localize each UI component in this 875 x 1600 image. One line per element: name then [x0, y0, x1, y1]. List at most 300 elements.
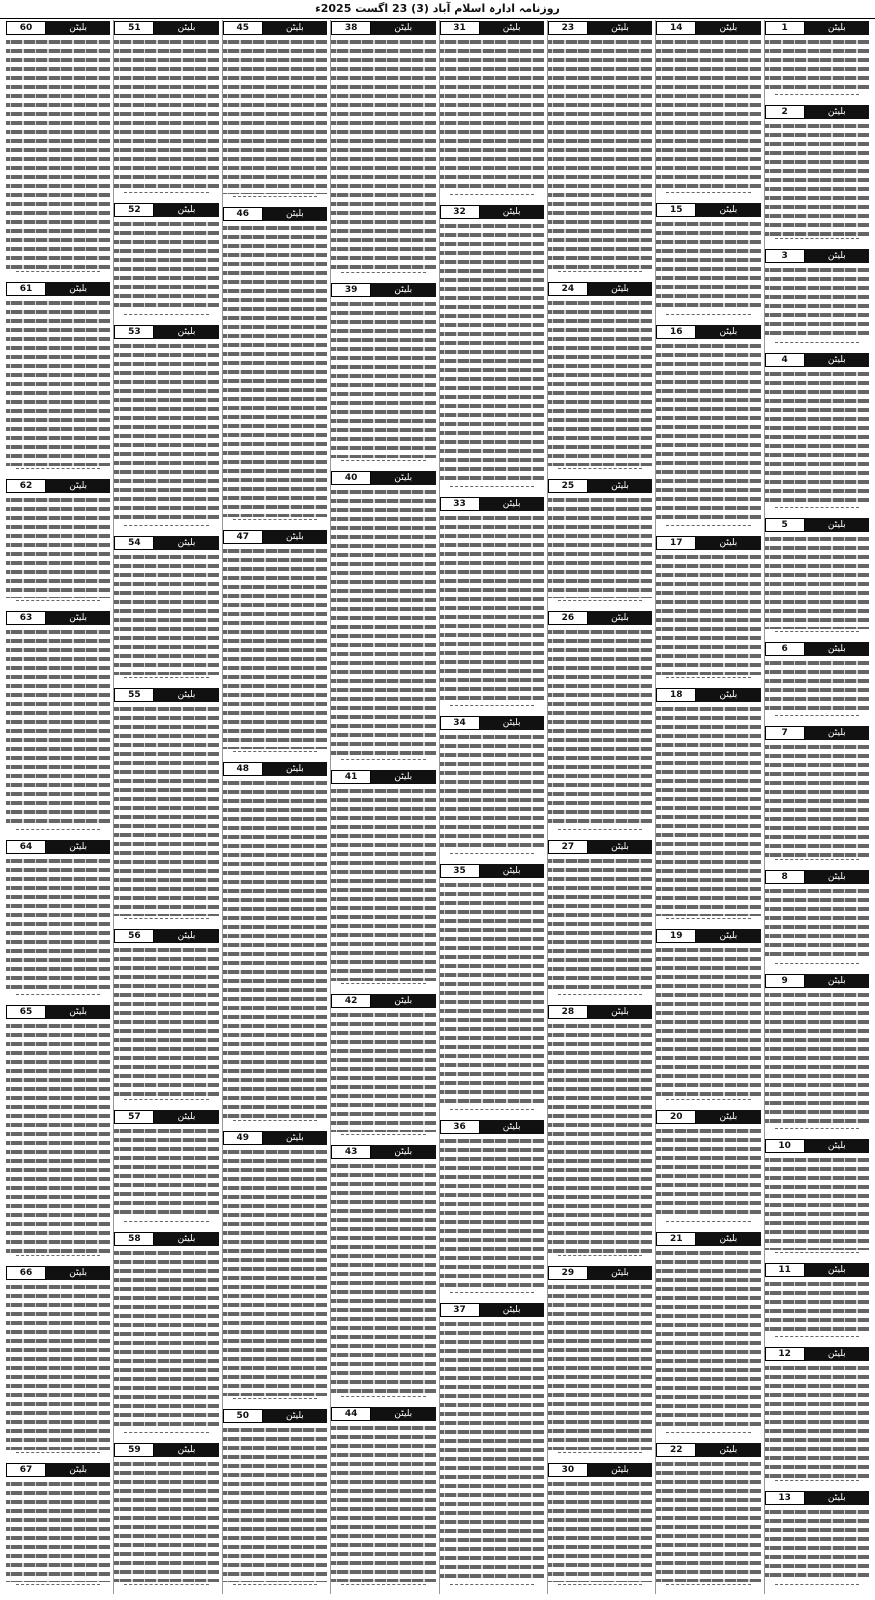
story-header: [656, 1443, 760, 1457]
news-story: [6, 1462, 110, 1591]
news-story: [331, 470, 435, 766]
story-number: 35: [440, 864, 480, 878]
story-body-text: [440, 1136, 544, 1291]
news-story: [223, 20, 327, 203]
story-header: [114, 1110, 218, 1124]
story-body-text: [765, 990, 869, 1126]
story-number: 57: [114, 1110, 154, 1124]
word-gaps: [331, 487, 435, 757]
story-label: بلیٹن: [480, 716, 544, 730]
word-gaps: [6, 856, 110, 991]
story-end-divider: [124, 192, 208, 199]
story-end-divider: [341, 1396, 425, 1403]
news-story: [656, 324, 760, 532]
word-gaps: [765, 742, 869, 857]
story-header: [331, 1407, 435, 1421]
word-gaps: [765, 265, 869, 340]
story-header: [656, 203, 760, 217]
story-body-text: [440, 513, 544, 704]
word-gaps: [548, 495, 652, 598]
story-end-divider: [775, 342, 859, 349]
story-number: 5: [765, 518, 805, 532]
story-number: 27: [548, 840, 588, 854]
word-gaps: [656, 1459, 760, 1582]
story-number: 52: [114, 203, 154, 217]
story-header: [223, 530, 327, 544]
word-gaps: [223, 778, 327, 1118]
story-body-text: [331, 37, 435, 270]
story-header: [765, 518, 869, 532]
story-number: 60: [6, 21, 46, 35]
word-gaps: [6, 37, 110, 269]
story-body-text: [656, 1126, 760, 1219]
story-label: بلیٹن: [46, 1266, 110, 1280]
news-story: [6, 610, 110, 836]
story-label: بلیٹن: [805, 105, 869, 119]
story-label: بلیٹن: [154, 1110, 218, 1124]
news-story: [765, 869, 869, 970]
story-body-text: [765, 1363, 869, 1478]
story-label: بلیٹن: [805, 1139, 869, 1153]
story-end-divider: [341, 460, 425, 467]
story-number: 15: [656, 203, 696, 217]
news-story: [765, 1490, 869, 1591]
story-header: [6, 840, 110, 854]
story-label: بلیٹن: [154, 203, 218, 217]
story-number: 26: [548, 611, 588, 625]
story-header: [440, 497, 544, 511]
story-label: بلیٹن: [588, 840, 652, 854]
news-story: [765, 725, 869, 866]
word-gaps: [765, 886, 869, 961]
story-header: [656, 325, 760, 339]
story-header: [548, 1463, 652, 1477]
story-label: بلیٹن: [588, 611, 652, 625]
story-end-divider: [450, 1109, 534, 1116]
story-header: [223, 21, 327, 35]
story-body-text: [765, 37, 869, 92]
story-header: [548, 1266, 652, 1280]
story-body-text: [548, 1021, 652, 1253]
word-gaps: [331, 299, 435, 458]
story-body-text: [548, 1479, 652, 1582]
story-end-divider: [341, 272, 425, 279]
story-label: بلیٹن: [263, 762, 327, 776]
story-number: 56: [114, 929, 154, 943]
story-header: [765, 726, 869, 740]
story-label: بلیٹن: [263, 1409, 327, 1423]
news-story: [548, 1004, 652, 1262]
word-gaps: [656, 341, 760, 523]
story-body-text: [223, 37, 327, 194]
story-number: 12: [765, 1347, 805, 1361]
news-story: [331, 20, 435, 279]
story-end-divider: [775, 1252, 859, 1259]
word-gaps: [223, 223, 327, 517]
story-number: 32: [440, 205, 480, 219]
story-header: [223, 207, 327, 221]
story-header: [331, 1145, 435, 1159]
story-body-text: [440, 1319, 544, 1582]
word-gaps: [223, 1425, 327, 1582]
story-label: بلیٹن: [371, 283, 435, 297]
word-gaps: [765, 1507, 869, 1582]
story-header: [6, 21, 110, 35]
story-body-text: [765, 369, 869, 505]
story-body-text: [440, 732, 544, 850]
story-label: بلیٹن: [805, 642, 869, 656]
story-header: [114, 203, 218, 217]
word-gaps: [6, 1282, 110, 1450]
story-number: 28: [548, 1005, 588, 1019]
story-number: 33: [440, 497, 480, 511]
story-number: 23: [548, 21, 588, 35]
story-label: بلیٹن: [588, 1266, 652, 1280]
news-story: [331, 993, 435, 1141]
word-gaps: [765, 369, 869, 505]
story-header: [6, 1266, 110, 1280]
story-body-text: [223, 1147, 327, 1396]
story-number: 13: [765, 1491, 805, 1505]
word-gaps: [656, 1248, 760, 1430]
word-gaps: [6, 627, 110, 827]
story-header: [114, 929, 218, 943]
story-label: بلیٹن: [588, 282, 652, 296]
news-story: [765, 973, 869, 1135]
news-story: [114, 535, 218, 684]
news-story: [223, 1130, 327, 1405]
word-gaps: [765, 37, 869, 92]
story-end-divider: [558, 271, 642, 278]
story-number: 37: [440, 1303, 480, 1317]
story-label: بلیٹن: [46, 1005, 110, 1019]
story-label: بلیٹن: [371, 994, 435, 1008]
news-story: [765, 20, 869, 101]
story-body-text: [656, 37, 760, 190]
story-header: [765, 974, 869, 988]
story-number: 61: [6, 282, 46, 296]
story-label: بلیٹن: [263, 207, 327, 221]
story-body-text: [331, 1423, 435, 1582]
story-number: 66: [6, 1266, 46, 1280]
story-number: 63: [6, 611, 46, 625]
news-story: [765, 1138, 869, 1259]
story-end-divider: [233, 751, 317, 758]
story-number: 14: [656, 21, 696, 35]
news-story: [440, 863, 544, 1116]
news-story: [6, 839, 110, 1000]
story-end-divider: [16, 1452, 100, 1459]
story-end-divider: [341, 759, 425, 766]
story-header: [114, 21, 218, 35]
story-label: بلیٹن: [154, 1443, 218, 1457]
story-number: 36: [440, 1120, 480, 1134]
news-story: [114, 20, 218, 199]
news-story: [114, 202, 218, 321]
news-column: [439, 20, 544, 1594]
word-gaps: [6, 1021, 110, 1253]
story-number: 53: [114, 325, 154, 339]
story-header: [331, 770, 435, 784]
story-header: [331, 283, 435, 297]
story-end-divider: [124, 1584, 208, 1591]
word-gaps: [114, 1248, 218, 1430]
story-label: بلیٹن: [154, 929, 218, 943]
story-label: بلیٹن: [805, 1491, 869, 1505]
word-gaps: [114, 1126, 218, 1219]
story-body-text: [114, 219, 218, 312]
word-gaps: [6, 495, 110, 598]
story-label: بلیٹن: [371, 1145, 435, 1159]
word-gaps: [440, 513, 544, 704]
story-header: [114, 1232, 218, 1246]
story-number: 40: [331, 471, 371, 485]
story-header: [114, 536, 218, 550]
news-story: [223, 761, 327, 1127]
story-header: [331, 471, 435, 485]
news-story: [548, 610, 652, 836]
news-column: [113, 20, 218, 1594]
story-end-divider: [775, 631, 859, 638]
news-story: [765, 352, 869, 514]
word-gaps: [765, 534, 869, 629]
news-story: [331, 1144, 435, 1403]
story-body-text: [6, 1479, 110, 1582]
story-number: 55: [114, 688, 154, 702]
news-story: [656, 928, 760, 1107]
story-label: بلیٹن: [480, 1303, 544, 1317]
word-gaps: [440, 1136, 544, 1291]
story-header: [6, 282, 110, 296]
word-gaps: [223, 1147, 327, 1396]
news-column: [222, 20, 327, 1594]
word-gaps: [331, 1161, 435, 1394]
newspaper-masthead: [0, 0, 875, 19]
story-number: 51: [114, 21, 154, 35]
word-gaps: [548, 1479, 652, 1582]
story-label: بلیٹن: [46, 21, 110, 35]
news-story: [6, 478, 110, 607]
story-end-divider: [341, 983, 425, 990]
news-story: [656, 687, 760, 925]
news-column: [655, 20, 760, 1594]
story-end-divider: [124, 314, 208, 321]
story-number: 6: [765, 642, 805, 656]
story-header: [656, 1110, 760, 1124]
story-body-text: [114, 1459, 218, 1582]
story-header: [765, 353, 869, 367]
story-end-divider: [775, 963, 859, 970]
news-story: [6, 1004, 110, 1262]
story-body-text: [765, 742, 869, 857]
news-story: [114, 928, 218, 1107]
story-end-divider: [666, 192, 750, 199]
story-label: بلیٹن: [805, 870, 869, 884]
word-gaps: [656, 1126, 760, 1219]
story-end-divider: [16, 1584, 100, 1591]
story-number: 11: [765, 1263, 805, 1277]
story-body-text: [656, 341, 760, 523]
story-body-text: [765, 534, 869, 629]
story-header: [765, 249, 869, 263]
news-column: [547, 20, 652, 1594]
story-number: 46: [223, 207, 263, 221]
story-number: 58: [114, 1232, 154, 1246]
news-story: [331, 769, 435, 991]
news-story: [114, 687, 218, 925]
word-gaps: [765, 121, 869, 236]
story-label: بلیٹن: [696, 1110, 760, 1124]
story-label: بلیٹن: [263, 21, 327, 35]
story-end-divider: [16, 271, 100, 278]
word-gaps: [656, 219, 760, 312]
story-number: 48: [223, 762, 263, 776]
story-end-divider: [775, 715, 859, 722]
story-header: [331, 21, 435, 35]
word-gaps: [440, 1319, 544, 1582]
story-body-text: [656, 552, 760, 675]
story-number: 30: [548, 1463, 588, 1477]
word-gaps: [114, 341, 218, 523]
story-end-divider: [233, 196, 317, 203]
story-end-divider: [341, 1134, 425, 1141]
story-number: 18: [656, 688, 696, 702]
news-story: [656, 20, 760, 199]
story-body-text: [114, 37, 218, 190]
story-body-text: [331, 299, 435, 458]
masthead-text: روزنامہ ادارہ اسلام آباد (3) 23 اگست 2025ء: [315, 2, 560, 15]
story-number: 24: [548, 282, 588, 296]
story-number: 45: [223, 21, 263, 35]
story-label: بلیٹن: [696, 929, 760, 943]
news-story: [548, 478, 652, 607]
story-body-text: [223, 778, 327, 1118]
story-label: بلیٹن: [371, 21, 435, 35]
story-body-text: [223, 1425, 327, 1582]
story-end-divider: [775, 94, 859, 101]
story-end-divider: [233, 519, 317, 526]
story-number: 29: [548, 1266, 588, 1280]
story-number: 21: [656, 1232, 696, 1246]
word-gaps: [440, 732, 544, 850]
story-end-divider: [16, 468, 100, 475]
story-end-divider: [233, 1398, 317, 1405]
story-end-divider: [124, 525, 208, 532]
story-header: [656, 21, 760, 35]
news-story: [765, 1346, 869, 1487]
story-end-divider: [341, 1584, 425, 1591]
story-end-divider: [124, 1221, 208, 1228]
story-end-divider: [558, 1255, 642, 1262]
story-header: [331, 994, 435, 1008]
news-story: [440, 20, 544, 201]
word-gaps: [331, 1010, 435, 1132]
story-label: بلیٹن: [263, 530, 327, 544]
story-label: بلیٹن: [696, 203, 760, 217]
story-label: بلیٹن: [480, 864, 544, 878]
story-body-text: [548, 627, 652, 827]
story-end-divider: [666, 1221, 750, 1228]
story-end-divider: [124, 1432, 208, 1439]
word-gaps: [6, 1479, 110, 1582]
story-body-text: [548, 495, 652, 598]
story-label: بلیٹن: [154, 688, 218, 702]
word-gaps: [223, 37, 327, 194]
story-label: بلیٹن: [805, 353, 869, 367]
story-label: بلیٹن: [805, 1347, 869, 1361]
story-header: [765, 1263, 869, 1277]
story-end-divider: [16, 600, 100, 607]
story-body-text: [548, 37, 652, 269]
word-gaps: [548, 627, 652, 827]
story-end-divider: [16, 1255, 100, 1262]
story-header: [548, 1005, 652, 1019]
story-header: [440, 864, 544, 878]
story-label: بلیٹن: [46, 282, 110, 296]
story-header: [223, 1131, 327, 1145]
story-label: بلیٹن: [696, 1443, 760, 1457]
story-end-divider: [558, 600, 642, 607]
story-end-divider: [233, 1120, 317, 1127]
story-number: 31: [440, 21, 480, 35]
story-number: 41: [331, 770, 371, 784]
story-end-divider: [666, 677, 750, 684]
story-label: بلیٹن: [588, 21, 652, 35]
story-body-text: [765, 1507, 869, 1582]
story-end-divider: [558, 1584, 642, 1591]
story-end-divider: [16, 829, 100, 836]
story-body-text: [114, 1248, 218, 1430]
story-end-divider: [558, 994, 642, 1001]
story-end-divider: [233, 1584, 317, 1591]
word-gaps: [114, 219, 218, 312]
story-header: [765, 1491, 869, 1505]
story-number: 67: [6, 1463, 46, 1477]
word-gaps: [114, 945, 218, 1098]
word-gaps: [765, 1363, 869, 1478]
story-body-text: [6, 627, 110, 827]
story-body-text: [765, 1155, 869, 1250]
news-story: [440, 496, 544, 713]
word-gaps: [765, 990, 869, 1126]
story-label: بلیٹن: [154, 1232, 218, 1246]
story-header: [114, 688, 218, 702]
news-story: [656, 1442, 760, 1591]
story-end-divider: [775, 238, 859, 245]
story-label: بلیٹن: [696, 688, 760, 702]
story-end-divider: [558, 468, 642, 475]
story-end-divider: [558, 1452, 642, 1459]
word-gaps: [331, 786, 435, 982]
word-gaps: [656, 945, 760, 1098]
story-end-divider: [775, 507, 859, 514]
story-body-text: [331, 786, 435, 982]
word-gaps: [765, 658, 869, 713]
news-story: [114, 1231, 218, 1439]
story-label: بلیٹن: [154, 21, 218, 35]
story-number: 7: [765, 726, 805, 740]
story-number: 47: [223, 530, 263, 544]
story-label: بلیٹن: [371, 770, 435, 784]
story-label: بلیٹن: [805, 518, 869, 532]
story-body-text: [656, 1248, 760, 1430]
story-number: 9: [765, 974, 805, 988]
story-end-divider: [775, 1128, 859, 1135]
story-end-divider: [666, 1099, 750, 1106]
story-number: 16: [656, 325, 696, 339]
story-label: بلیٹن: [696, 325, 760, 339]
story-label: بلیٹن: [154, 536, 218, 550]
